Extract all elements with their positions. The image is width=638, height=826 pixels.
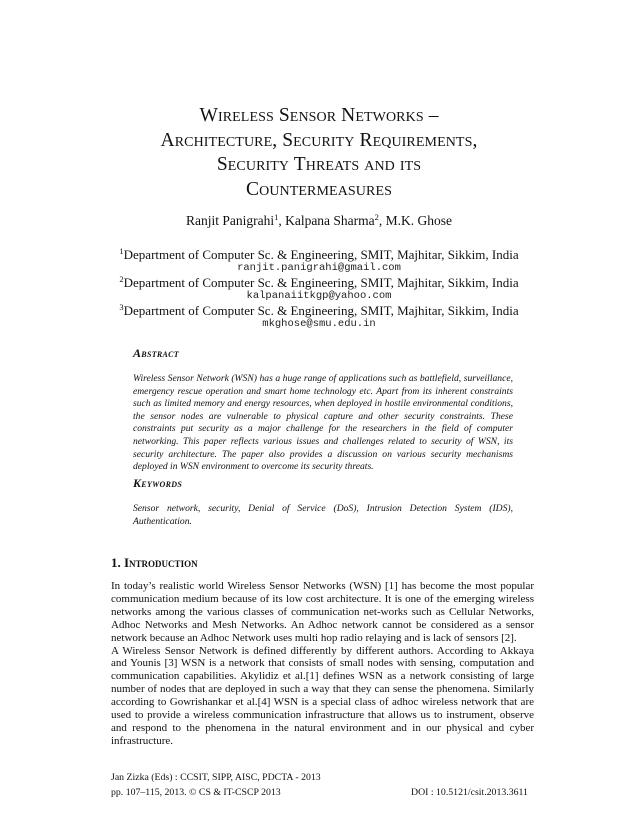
keywords-heading: Keywords	[133, 476, 183, 490]
intro-paragraph-2: A Wireless Sensor Network is defined differently by different authors. According to Akkaya and Younis [3] WSN is a network that consists of small nodes with sensing, computation and communication capabilities. Akylidiz et al.[1] defines WSN as a network consisting of large number of nodes that are deployed in such a way that they can sense the phenomena. Similarly according to Gowrishankar et al.[4] WSN is a special class of adhoc wireless network that are used to provide a wireless communication infrastructure that allows us to instrument, observe and respond to the phenomena in the natural environment and in our physical and cyber infrastructure.	[111, 644, 534, 747]
paper-title	[0, 104, 638, 202]
footer-pages-copyright: pp. 107–115, 2013. © CS & IT-CSCP 2013	[111, 787, 281, 798]
title-line-3: Security Threats and its	[216, 154, 422, 175]
author-list: Ranjit Panigrahi$^1$, Kalpana Sharma$^2$, M.K. Ghose	[185, 212, 453, 228]
abstract-heading: Abstract	[133, 346, 179, 360]
affiliation-3-marker: 3	[119, 302, 124, 312]
email-2: kalpanaiitkgp@yahoo.com	[246, 290, 392, 302]
email-1: ranjit.panigrahi@gmail.com	[237, 262, 401, 274]
title-line-2: Architecture, Security Requirements,	[160, 129, 478, 151]
footer-proceedings: Jan Zizka (Eds) : CCSIT, SIPP, AISC, PDCTA - 2013	[111, 772, 321, 783]
title-line-4: Countermeasures	[246, 178, 392, 200]
author-3: M.K. Ghose	[385, 213, 453, 228]
affiliation-1-text: Department of Computer Sc. & Engineering, SMIT, Majhitar, Sikkim, India	[123, 247, 519, 262]
keywords-text: Sensor network, security, Denial of Service (DoS), Intrusion Detection System (IDS), Authentication.	[133, 503, 513, 527]
affiliation-3	[0, 303, 638, 319]
author-1-affil-marker: 1	[274, 212, 279, 222]
title-line-1: Wireless Sensor Networks –	[199, 105, 439, 126]
affiliation-1	[0, 247, 638, 263]
email-3: mkghose@smu.edu.in	[262, 318, 376, 330]
introduction-body	[111, 580, 534, 748]
section-heading-introduction	[111, 555, 198, 571]
section-number: 1.	[111, 555, 121, 570]
intro-paragraph-1: In today’s realistic world Wireless Sensor Networks (WSN) [1] has become the most popular communication medium because of its low cost architecture. It is one of the emerging wireless networks among the various classes of communication net-works such as Cellular Networks, Adhoc Networks and Mesh Networks. An Adhoc network cannot be considered as a sensor network because an Adhoc Network uses multi hop radio relaying and is lack of sensors [2].	[111, 580, 534, 644]
abstract-text: Wireless Sensor Network (WSN) has a huge range of applications such as battlefield, surveillance, emergency rescue operation and smart home technology etc. Apart from its inherent constraints such as limited memory and energy resources, when deployed in hostile environmental conditions, the sensor nodes are vulnerable to physical capture and other security constraints. These constraints put security as a major challenge for the researchers in the field of computer networking. This paper reflects various issues and challenges related to security of WSN, its security architecture. The paper also provides a discussion on various security mechanisms deployed in WSN environment to overcome its security threats.	[133, 373, 513, 473]
author-2: Kalpana Sharma	[285, 213, 375, 228]
affiliation-3-text: Department of Computer Sc. & Engineering, SMIT, Majhitar, Sikkim, India	[123, 303, 519, 318]
affiliation-2-text: Department of Computer Sc. & Engineering, SMIT, Majhitar, Sikkim, India	[123, 275, 519, 290]
section-title: Introduction	[124, 555, 198, 570]
author-1: Ranjit Panigrahi	[185, 213, 275, 228]
footer-doi: DOI : 10.5121/csit.2013.3611	[411, 787, 528, 798]
affiliation-2-marker: 2	[119, 274, 124, 284]
author-2-affil-marker: 2	[374, 212, 379, 222]
affiliation-2	[0, 275, 638, 291]
affiliation-1-marker: 1	[119, 246, 124, 256]
